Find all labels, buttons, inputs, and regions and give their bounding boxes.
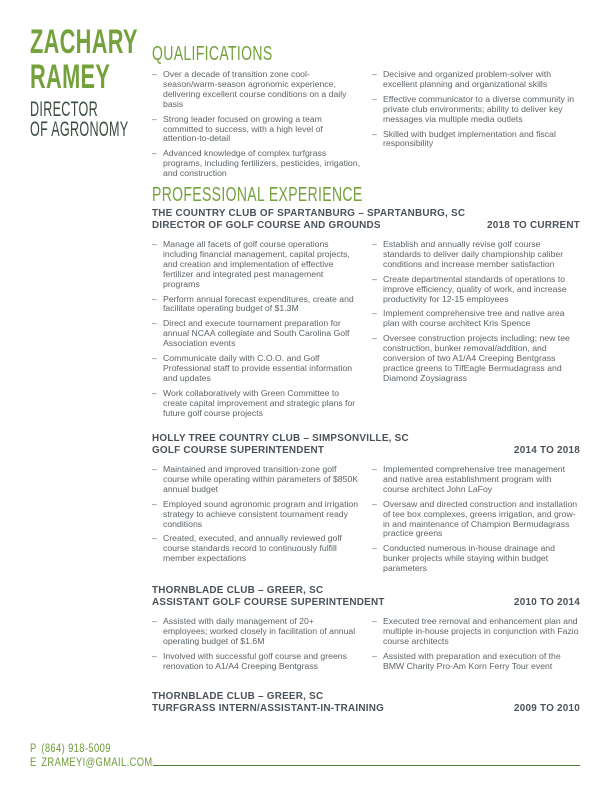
job-bullet: – Assisted with daily management of 20+ employees; worked closely in facilitation of annual operating budget of $1.6M (152, 617, 360, 647)
job-title-line1: DIRECTOR (30, 98, 98, 121)
person-last-name: RAMEY (30, 58, 111, 96)
job-bullet: – Employed sound agronomic program and irrigation strategy to achieve consistent tournament ready conditions (152, 500, 360, 530)
job-bullet: – Manage all facets of golf course operations including financial management, capital projects, and creation and implementation of effective fertilizer and integrated pest management programs (152, 240, 360, 290)
job-left-column (152, 465, 360, 579)
job-bullet: – Implemented comprehensive tree management and native area establishment program with course architect John LaFoy (372, 465, 580, 495)
contact-phone (30, 741, 111, 755)
phone-label: P (30, 741, 37, 755)
job-bullet: – Executed tree removal and enhancement plan and multiple in-house projects in conjunction with Fazio course architects (372, 617, 580, 647)
qualification-item: – Advanced knowledge of complex turfgrass programs, including fertilizers, pesticides, irrigation, and construction (152, 149, 360, 179)
person-job-title (30, 100, 129, 140)
job-right-column (372, 617, 580, 677)
job-dates: 2009 TO 2010 (514, 702, 580, 714)
experience-heading: PROFESSIONAL EXPERIENCE (152, 184, 363, 206)
qualification-item: – Strong leader focused on growing a team committed to success, with a high level of attention-to-detail (152, 115, 360, 145)
job-bullet: – Work collaboratively with Green Committee to create capital improvement and strategic plans for future golf course projects (152, 389, 360, 419)
qualification-item: – Effective communicator to a diverse community in private club environments; ability to deliver key messages via multiple media outlets (372, 95, 580, 125)
job-bullet: – Communicate daily with C.O.O. and Golf Professional staff to provide essential information and updates (152, 354, 360, 384)
job-bullet: – Perform annual forecast expenditures, create and facilitate operating budget of $1.3M (152, 295, 360, 315)
qualifications-right-column (372, 70, 580, 184)
qualification-item: – Over a decade of transition zone cool-season/warm-season agronomic experience, delivering excellent course conditions on a daily basis (152, 70, 360, 110)
person-first-name: ZACHARY (30, 23, 138, 61)
job-bullet: – Assisted with preparation and execution of the BMW Charity Pro-Am Korn Ferry Tour event (372, 652, 580, 672)
job-dates: 2018 TO CURRENT (486, 219, 580, 231)
job-bullet: – Direct and execute tournament preparation for annual NCAA collegiate and South Carolina Golf Association events (152, 319, 360, 349)
job-role: DIRECTOR OF GOLF COURSE AND GROUNDS (152, 219, 381, 231)
job-bullets (152, 240, 580, 424)
job-company: THORNBLADE CLUB – GREER, SC (152, 691, 324, 702)
job-dates: 2010 TO 2014 (514, 596, 580, 608)
job-bullet: – Maintained and improved transition-zone golf course while operating within parameters of $850K annual budget (152, 465, 360, 495)
qualifications-section (152, 44, 580, 64)
job-left-column (152, 240, 360, 424)
job-role: TURFGRASS INTERN/ASSISTANT-IN-TRAINING (152, 702, 385, 714)
email-address: ZRAMEYI@GMAIL.COM (41, 755, 153, 769)
job-header (152, 433, 580, 456)
person-name (30, 25, 138, 95)
qualifications-columns (152, 70, 580, 184)
job-bullets (152, 465, 580, 579)
job-role: GOLF COURSE SUPERINTENDENT (152, 444, 325, 456)
job-bullet: – Implement comprehensive tree and native area plan with course architect Kris Spence (372, 309, 580, 329)
job-bullet: – Oversee construction projects including; new tee construction, bunker removal/addition, and conversion of two A1/A4 Creeping Bentgrass practice greens to TifEagle Bermudagrass and Diamond Zoysiagrass (372, 334, 580, 384)
job-left-column (152, 617, 360, 677)
qualification-item: – Skilled with budget implementation and fiscal responsibility (372, 130, 580, 150)
job-bullet: – Created, executed, and annually reviewed golf course standards record to continuously fulfill member expectations (152, 534, 360, 564)
contact-email (30, 755, 153, 769)
job-company: THE COUNTRY CLUB OF SPARTANBURG – SPARTANBURG, SC (152, 208, 466, 219)
job-bullet: – Conducted numerous in-house drainage and bunker projects while staying within budget parameters (372, 544, 580, 574)
job-bullet: – Create departmental standards of operations to improve efficiency, quality of work, and increase productivity for 12-15 employees (372, 275, 580, 305)
job-bullet: – Establish and annually revise golf course standards to deliver daily championship caliber conditions and increase member satisfaction (372, 240, 580, 270)
qualification-item: – Decisive and organized problem-solver with excellent planning and organizational skills (372, 70, 580, 90)
job-header (152, 585, 580, 608)
job-right-column (372, 240, 580, 424)
job-bullet: – Involved with successful golf course and greens renovation to A1/A4 Creeping Bentgrass (152, 652, 360, 672)
job-company: THORNBLADE CLUB – GREER, SC (152, 585, 324, 596)
job-bullets (152, 617, 580, 677)
job-title-line2: OF AGRONOMY (30, 118, 129, 141)
job-header (152, 691, 580, 714)
job-company: HOLLY TREE COUNTRY CLUB – SIMPSONVILLE, SC (152, 433, 409, 444)
job-role: ASSISTANT GOLF COURSE SUPERINTENDENT (152, 596, 385, 608)
job-bullet: – Oversaw and directed construction and installation of tee box complexes, greens irrigation, and grow-in and maintenance of Champion Bermudagrass practice greens (372, 500, 580, 540)
qualifications-heading: QUALIFICATIONS (152, 43, 273, 65)
job-dates: 2014 TO 2018 (514, 444, 580, 456)
qualifications-left-column (152, 70, 360, 184)
footer-rule (153, 765, 580, 766)
job-header (152, 208, 580, 231)
phone-number: (864) 918-5009 (41, 741, 111, 755)
job-right-column (372, 465, 580, 579)
email-label: E (30, 755, 37, 769)
experience-section (152, 185, 580, 205)
